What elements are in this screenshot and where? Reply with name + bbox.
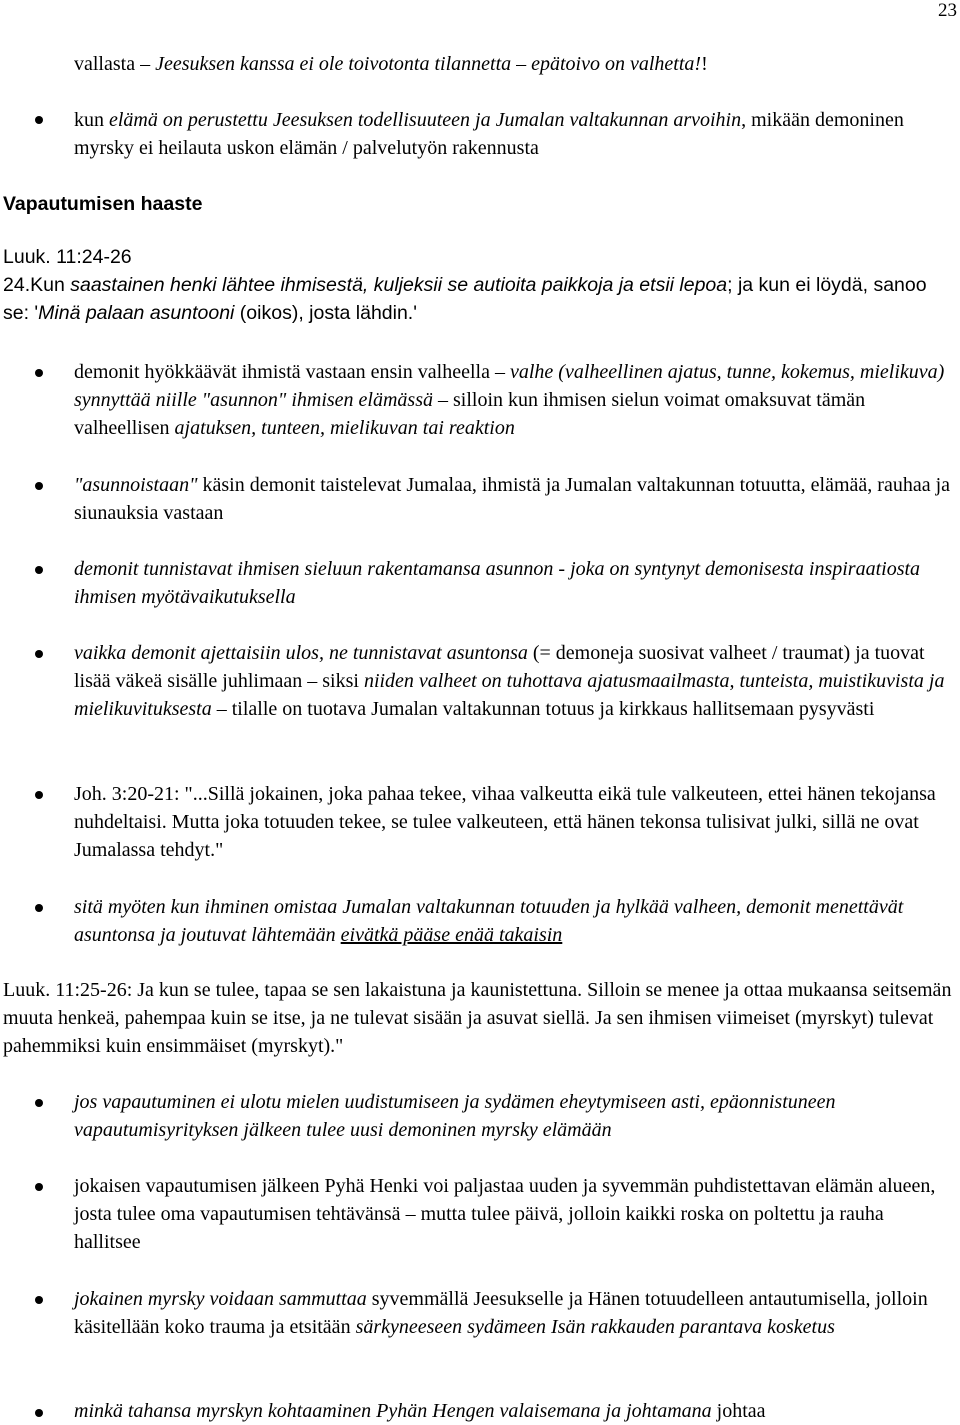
bullet-icon: [35, 369, 43, 377]
list-item: jos vapautuminen ei ulotu mielen uudistumiseen ja sydämen eheytymiseen asti, epäonnistuneen vapautumisyrityksen jälkeen tulee uusi demoninen myrsky elämään: [74, 1091, 836, 1141]
bullet-icon: [35, 1183, 43, 1191]
bullet-icon: [35, 482, 43, 490]
intro-line: vallasta – Jeesuksen kanssa ei ole toivotonta tilannetta – epätoivo on valhetta!!: [74, 53, 708, 75]
list-item: jokaisen vapautumisen jälkeen Pyhä Henki voi paljastaa uuden ja syvemmän puhdistettavan elämän alueen, josta tulee oma vapautumisen tehtävänsä – mutta tulee päivä, jolloin kaikki roska on poltettu ja rauha hallitsee: [74, 1175, 936, 1253]
list-item: Joh. 3:20-21: "...Sillä jokainen, joka pahaa tekee, vihaa valkeutta eikä tule valkeuteen, ettei hänen tekojansa nuhdeltaisi. Mutta joka totuuden tekee, se tulee valkeuteen, että hänen tekonsa tulisivat julki, sillä ne ovat Jumalassa tehdyt.": [74, 783, 936, 861]
list-item: "asunnoistaan" käsin demonit taistelevat Jumalaa, ihmistä ja Jumalan valtakunnan totuutta, elämää, rauhaa ja siunauksia vastaan: [74, 474, 951, 524]
list-item: sitä myöten kun ihminen omistaa Jumalan valtakunnan totuuden ja hylkää valheen, demonit menettävät asuntonsa ja joutuvat lähtemään eivätkä pääse enää takaisin: [74, 896, 904, 946]
list-item: minkä tahansa myrskyn kohtaaminen Pyhän Hengen valaisemana ja johtamana johtaa: [74, 1400, 766, 1422]
scripture-passage-2: Luuk. 11:25-26: Ja kun se tulee, tapaa se sen lakaistuna ja kaunistettuna. Silloin se menee ja ottaa mukaansa seitsemän muuta henkeä, pahempaa kuin se itse, ja ne tulevat sisään ja asuvat siellä. Ja sen ihmisen viimeiset (myrskyt) tulevat pahemmiksi kuin ensimmäiset (myrskyt).": [3, 979, 952, 1057]
bullet-icon: [35, 1296, 43, 1304]
page-number: 23: [938, 0, 957, 21]
section-heading: Vapautumisen haaste: [3, 193, 203, 215]
bullet-icon: [35, 116, 43, 124]
bullet-icon: [35, 650, 43, 658]
scripture-reference: Luuk. 11:24-26: [3, 246, 132, 268]
bullet-icon: [35, 1099, 43, 1107]
bullet-icon: [35, 791, 43, 799]
list-item: jokainen myrsky voidaan sammuttaa syvemmällä Jeesukselle ja Hänen totuudelleen antautumisella, jolloin käsitellään koko trauma ja etsitään särkyneeseen sydämeen Isän rakkauden parantava kosketus: [74, 1288, 928, 1338]
bullet-icon: [35, 566, 43, 574]
list-item: vaikka demonit ajettaisiin ulos, ne tunnistavat asuntonsa (= demoneja suosivat valheet / traumat) ja tuovat lisää väkeä sisälle juhlimaan – siksi niiden valheet on tuhottava ajatusmaailmasta, tunteista, muistikuvista ja mielikuvituksesta – tilalle on tuotava Jumalan valtakunnan totuus ja kirkkaus hallitsemaan pysyvästi: [74, 642, 945, 720]
list-item: demonit hyökkäävät ihmistä vastaan ensin valheella – valhe (valheellinen ajatus, tunne, kokemus, mielikuva) synnyttää niille "asunnon" ihmisen elämässä – silloin kun ihmisen sielun voimat omaksuvat tämän valheellisen ajatuksen, tunteen, mielikuvan tai reaktion: [74, 361, 945, 439]
list-item: demonit tunnistavat ihmisen sieluun rakentamansa asunnon - joka on syntynyt demonisesta inspiraatiosta ihmisen myötävaikutuksella: [74, 558, 921, 608]
bullet-icon: [35, 1409, 43, 1417]
scripture-passage-1: Luuk. 11:24-26 24.Kun saastainen henki lähtee ihmisestä, kuljeksii se autioita paikkoja ja etsii lepoa; ja kun ei löydä, sanoo se: 'Minä palaan asuntooni (oikos), josta lähdin.': [3, 246, 927, 324]
bullet-foundation: kun elämä on perustettu Jeesuksen todellisuuteen ja Jumalan valtakunnan arvoihin, mikään demoninen myrsky ei heilauta uskon elämän / palvelutyön rakennusta: [74, 109, 904, 159]
bullet-icon: [35, 904, 43, 912]
